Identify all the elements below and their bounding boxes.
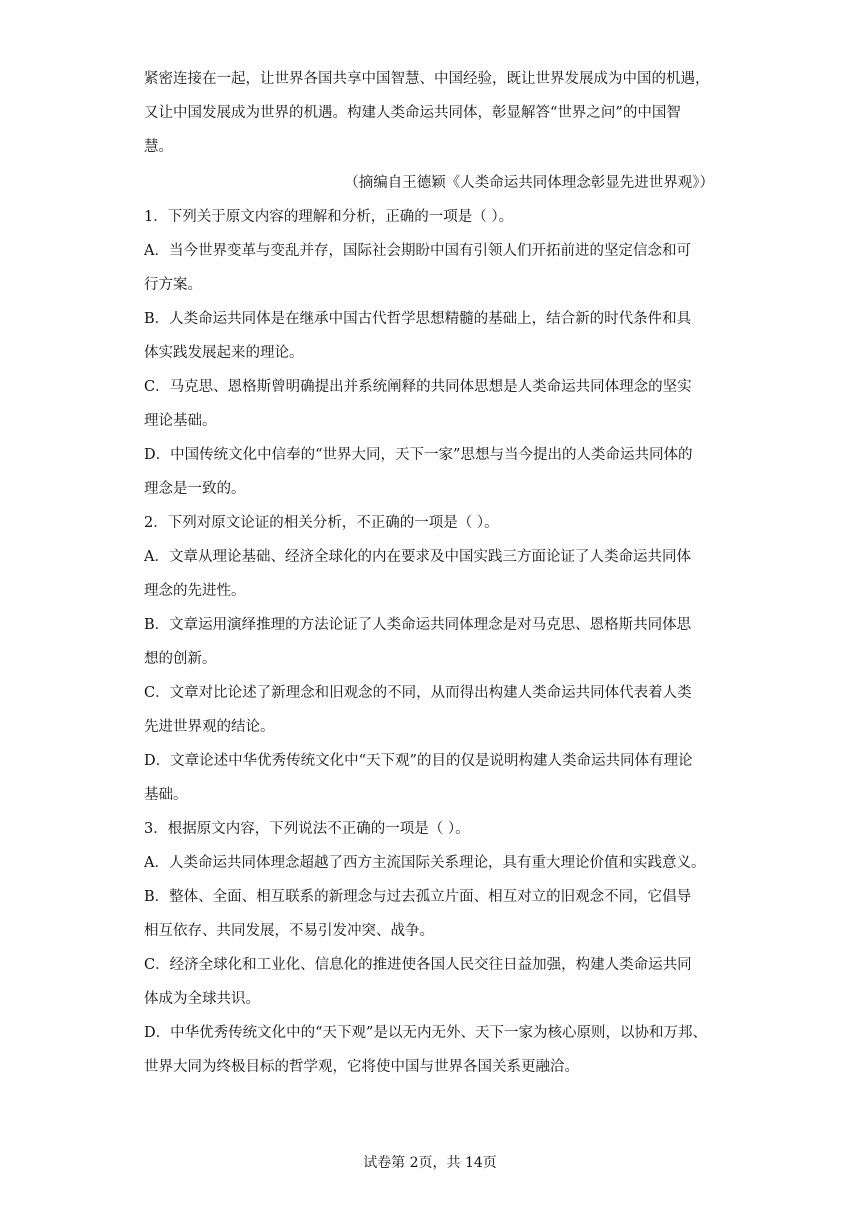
option-line: 想的创新。 [144,651,217,667]
questions [144,200,724,1084]
option-line: B．人类命运共同体是在继承中国古代哲学思想精髓的基础上，结合新的时代条件和具 [144,311,692,327]
option-line: B．文章运用演绎推理的方法论证了人类命运共同体理念是对马克思、恩格斯共同体思 [144,617,692,633]
source-citation: （摘编自王德颖《人类命运共同体理念彰显先进世界观》） [344,175,714,191]
option-line: C．经济全球化和工业化、信息化的推进使各国人民交往日益加强，构建人类命运共同 [144,957,692,973]
option-line: 理念是一致的。 [144,481,246,497]
option-line: A．当今世界变革与变乱并存，国际社会期盼中国有引领人们开拓前进的坚定信念和可 [144,243,691,259]
passage-ending [144,62,724,164]
question-2-stem: 2．下列对原文论证的相关分析，不正确的一项是（ ）。 [144,515,499,531]
option-line: C．马克思、恩格斯曾明确提出并系统阐释的共同体思想是人类命运共同体理念的坚实 [144,379,692,395]
option-line: 理念的先进性。 [144,583,246,599]
option-line: 体成为全球共识。 [144,991,260,1007]
page-footer: 试卷第 2页，共 14页 [363,1155,497,1171]
question-1-stem: 1．下列关于原文内容的理解和分析，正确的一项是（ ）。 [144,209,514,225]
option-line: C．文章对比论述了新理念和旧观念的不同，从而得出构建人类命运共同体代表着人类 [144,685,692,701]
passage-line: 又让中国发展成为世界的机遇。构建人类命运共同体，彰显解答“世界之问”的中国智 [144,105,681,121]
option-line: 基础。 [144,787,188,803]
option-line: 行方案。 [144,277,202,293]
question-3-stem: 3．根据原文内容，下列说法不正确的一项是（ ）。 [144,821,470,837]
option-line: 体实践发展起来的理论。 [144,345,304,361]
option-line: D．中国传统文化中信奉的“世界大同，天下一家”思想与当今提出的人类命运共同体的 [144,447,693,463]
option-line: D．文章论述中华优秀传统文化中“天下观”的目的仅是说明构建人类命运共同体有理论 [144,753,693,769]
option-line: 相互依存、共同发展，不易引发冲突、战争。 [144,923,434,939]
option-line: 理论基础。 [144,413,217,429]
passage-line: 紧密连接在一起，让世界各国共享中国智慧、中国经验，既让世界发展成为中国的机遇， [144,71,710,87]
option-line: 世界大同为终极目标的哲学观，它将使中国与世界各国关系更融洽。 [144,1059,579,1075]
option-line: 先进世界观的结论。 [144,719,275,735]
option-line: A．文章从理论基础、经济全球化的内在要求及中国实践三方面论证了人类命运共同体 [144,549,691,565]
option-line: D．中华优秀传统文化中的“天下观”是以无内无外、天下一家为核心原则，以协和万邦、 [144,1025,707,1041]
passage-line: 慧。 [144,139,173,155]
option-line: A．人类命运共同体理念超越了西方主流国际关系理论，具有重大理论价值和实践意义。 [144,855,706,871]
option-line: B．整体、全面、相互联系的新理念与过去孤立片面、相互对立的旧观念不同，它倡导 [144,889,692,905]
